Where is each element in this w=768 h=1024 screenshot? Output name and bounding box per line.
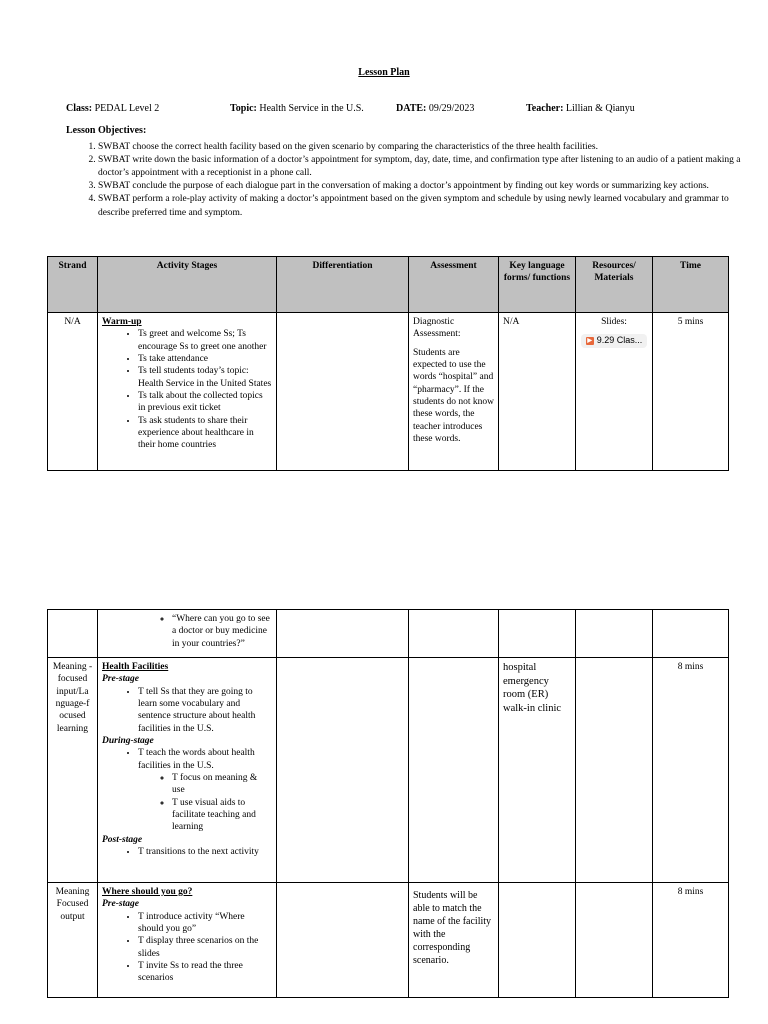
lesson-table-page2 <box>47 609 729 998</box>
time-cell <box>653 610 729 658</box>
list-item: • T introduce activity “Where should you go” <box>138 911 272 936</box>
resources-cell <box>576 313 653 471</box>
activity-cell <box>98 883 277 998</box>
list-item: • T tell Ss that they are going to learn some vocabulary and sentence structure about health facilities in the U.S. <box>138 686 272 735</box>
activity-list <box>102 911 272 985</box>
class-label: Class: <box>66 103 93 114</box>
list-item-text: T teach the words about health facilities in the U.S. <box>138 748 255 771</box>
assessment-title: Diagnostic Assessment: <box>413 317 461 340</box>
list-item: • Ts take attendance <box>138 353 272 365</box>
date-value: 09/29/2023 <box>428 103 475 114</box>
objectives-list <box>66 141 748 220</box>
header-resources: Resources/ Materials <box>576 257 653 313</box>
teacher-value: Lillian & Qianyu <box>565 103 635 114</box>
differentiation-cell <box>277 883 409 998</box>
topic-label: Topic: <box>230 103 257 114</box>
list-item: • Ts tell students today’s topic: Health Service in the United States <box>138 365 272 390</box>
slides-link-chip[interactable] <box>581 334 648 348</box>
assessment-cell <box>409 658 499 883</box>
list-item: • Ts greet and welcome Ss; Ts encourage Ss to greet one another <box>138 328 272 353</box>
time-cell: 8 mins <box>653 883 729 998</box>
resources-cell <box>576 658 653 883</box>
activity-list <box>102 686 272 735</box>
list-item: ◦ T use visual aids to facilitate teaching and learning <box>172 797 272 834</box>
table-row <box>48 658 729 883</box>
class-info <box>66 102 159 115</box>
list-item: • T display three scenarios on the slides <box>138 935 272 960</box>
differentiation-cell <box>277 313 409 471</box>
activity-cell <box>98 610 277 658</box>
objective-item: 2. SWBAT write down the basic information of a doctor’s appointment for symptom, day, date, time, and confirmation type after listening to an audio of a patient making a doctor’s appointment with a receptionist in a phone call. <box>98 154 748 180</box>
resources-label: Slides: <box>601 317 627 327</box>
date-label: DATE: <box>396 103 427 114</box>
assessment-text: Students are expected to use the words “hospital” and “pharmacy”. If the students do not know these words, the teacher introduces these words. <box>413 347 495 445</box>
table-row <box>48 883 729 998</box>
topic-info <box>230 102 364 115</box>
header-strand: Strand <box>48 257 98 313</box>
objectives-title: Lesson Objectives: <box>66 125 147 136</box>
list-item <box>138 747 272 833</box>
header-assessment: Assessment <box>409 257 499 313</box>
activity-list <box>102 747 272 833</box>
key-language-cell: hospital emergency room (ER) walk-in clinic <box>499 658 576 883</box>
key-language-cell: N/A <box>499 313 576 471</box>
post-stage-label: Post-stage <box>102 834 143 845</box>
topic-value: Health Service in the U.S. <box>259 103 364 114</box>
stage-title: Warm-up <box>102 317 142 327</box>
activity-cell <box>98 658 277 883</box>
list-item: ◦ T focus on meaning & use <box>172 772 272 797</box>
activity-cell <box>98 313 277 471</box>
list-item: • Ts ask students to share their experience about healthcare in their home countries <box>138 415 272 452</box>
list-item: ◦ “Where can you go to see a doctor or buy medicine in your countries?” <box>172 613 272 650</box>
stage-title: Where should you go? <box>102 887 193 897</box>
table-row <box>48 610 729 658</box>
header-key-language: Key language forms/ functions <box>499 257 576 313</box>
stage-title: Health Facilities <box>102 662 169 672</box>
key-language-cell <box>499 610 576 658</box>
objective-item: 1. SWBAT choose the correct health facility based on the given scenario by comparing the characteristics of the three health facilities. <box>98 141 748 154</box>
slides-icon: ▶ <box>587 338 593 345</box>
differentiation-cell <box>277 610 409 658</box>
class-value: PEDAL Level 2 <box>94 103 160 114</box>
document-title: Lesson Plan <box>358 67 410 78</box>
resources-cell <box>576 610 653 658</box>
teacher-label: Teacher: <box>526 103 564 114</box>
assessment-cell: Students will be able to match the name of the facility with the corresponding scenario. <box>409 883 499 998</box>
pre-stage-label: Pre-stage <box>102 674 139 685</box>
objective-item: 4. SWBAT perform a role-play activity of making a doctor’s appointment based on the given symptom and schedule by using newly learned vocabulary and grammar to describe preferred time and symptom. <box>98 193 748 219</box>
strand-cell: N/A <box>48 313 98 471</box>
slides-link-text: 9.29 Clas... <box>596 335 643 346</box>
list-item: • T transitions to the next activity <box>138 846 272 858</box>
strand-cell: Meaning Focused output <box>48 883 98 998</box>
activity-list <box>102 846 272 858</box>
resources-cell <box>576 883 653 998</box>
strand-cell <box>48 610 98 658</box>
header-differentiation: Differentiation <box>277 257 409 313</box>
table-row <box>48 313 729 471</box>
sub-list <box>138 772 272 834</box>
list-item: • Ts talk about the collected topics in previous exit ticket <box>138 390 272 415</box>
list-item: • T invite Ss to read the three scenarios <box>138 960 272 985</box>
during-stage-label: During-stage <box>102 736 154 747</box>
sub-list <box>102 613 272 650</box>
activity-list <box>102 328 272 451</box>
key-language-cell <box>499 883 576 998</box>
assessment-cell <box>409 610 499 658</box>
objective-item: 3. SWBAT conclude the purpose of each dialogue part in the conversation of making a doctor’s appointment by finding out key words or summarizing key actions. <box>98 180 748 193</box>
pre-stage-label: Pre-stage <box>102 899 139 910</box>
header-activity-stages: Activity Stages <box>98 257 277 313</box>
time-cell: 8 mins <box>653 658 729 883</box>
header-time: Time <box>653 257 729 313</box>
strand-cell: Meaning -focused input/La nguage-f ocused learning <box>48 658 98 883</box>
time-cell: 5 mins <box>653 313 729 471</box>
date-info <box>396 102 474 115</box>
lesson-table-page1 <box>47 256 729 471</box>
assessment-cell <box>409 313 499 471</box>
differentiation-cell <box>277 658 409 883</box>
teacher-info <box>526 102 635 115</box>
